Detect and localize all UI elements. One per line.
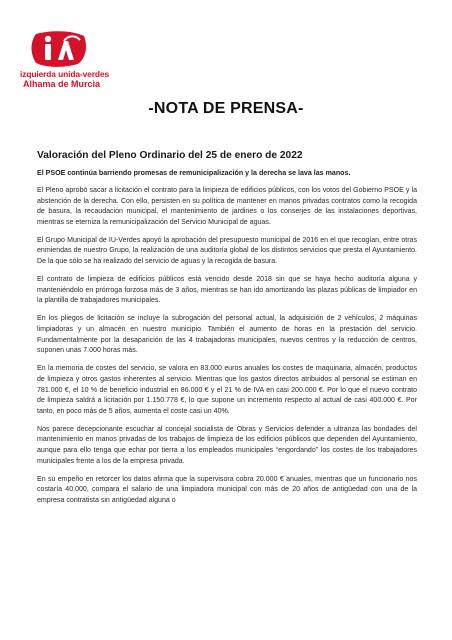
paragraph: En su empeño en retorcer los datos afirma que la supervisora cobra 20.000 € anuales, mientras que un funcionario nos costaría 40.000, compara el salario de una limpiadora municipal con más de 20 años de antigüedad con una de la empresa contratista sin antigüedad alguna o (37, 475, 417, 504)
logo (20, 30, 120, 92)
paragraph: En la memoria de costes del servicio, se valora en 83.000 euros anuales los costes de maquinaria, almacén, productos de limpieza y otros gastos inherentes al servicio. Mientras que los gastos directos atribuidos al personal se estiman en 781.000 €, el 10 % de beneficio industrial en 86.000 € y el 21 % de IVA en casi 200.000 €. Por lo que el nuevo contrato de limpieza saldrá a licitación por 1.150.778 €, lo que supone un incremento respecto al actual de casi 400.000 €. Por tanto, en poco más de 5 años, aumenta el coste casi un 40%. (37, 365, 417, 415)
iu-logo-icon (28, 30, 90, 68)
press-release-title: -NOTA DE PRENSA- (148, 100, 304, 117)
document-heading: Valoración del Pleno Ordinario del 25 de enero de 2022 (37, 150, 303, 161)
paragraph: En los pliegos de licitación se incluye la subrogación del personal actual, la adquisición de 2 vehículos, 2 máquinas limpiadoras y un almacén en nuestro municipio. También el aumento de horas en la prestación del servicio. Fundamentalmente por la desaparición de las 4 trabajadoras municipales, nuevos centros y la reducción de centros, suponen unas 7.000 horas más. (37, 315, 417, 355)
paragraph: El Grupo Municipal de IU-Verdes apoyó la aprobación del presupuesto municipal de 2016 en el que recogían, entre otras enmiendas de nuestro Grupo, la realización de una auditoría global de los distintos servicios que presta el Ayuntamiento. De la que sólo se ha realizado del servicio de aguas y la recogida de basura. (37, 236, 417, 266)
logo-text-town: Alhama de Murcia (23, 79, 101, 89)
logo-text-party: izquierda unida-verdes (20, 69, 110, 79)
paragraph: Nos parece decepcionante escuchar al concejal socialista de Obras y Servicios defender a ultranza las bondades del mantenimiento en manos privadas de los trabajos de limpieza de los edificios públicos que dependen del Ayuntamiento, aunque para ello tenga que echar por tierra a los empleados municipales “engordando” los costes de los trabajadores municipales frente a los de la empresa privada. (37, 425, 417, 465)
paragraph: El Pleno aprobó sacar a licitación el contrato para la limpieza de edificios públicos, con los votos del Gobierno PSOE y la abstención de la derecha. Con ello, persisten en su política de mantener en manos privadas contratos como la recogida de basura, la recaudación municipal, el mantenimiento de jardines o los conserjes de las instalaciones deportivas, mientras se eterniza la remunicipalización del Servicio Municipal de aguas. (37, 187, 417, 226)
document-body (37, 150, 417, 514)
document-subheading: El PSOE continúa barriendo promesas de remunicipalización y la derecha se lava las manos. (37, 169, 351, 177)
paragraph: El contrato de limpieza de edificios públicos está vencido desde 2018 sin que se haya hecho auditoría alguna y manteniéndolo en prórroga forzosa más de 3 años, mientras se han ido amortizando las plazas públicas de limpiador en la plantilla de trabajadores municipales. (37, 276, 417, 305)
